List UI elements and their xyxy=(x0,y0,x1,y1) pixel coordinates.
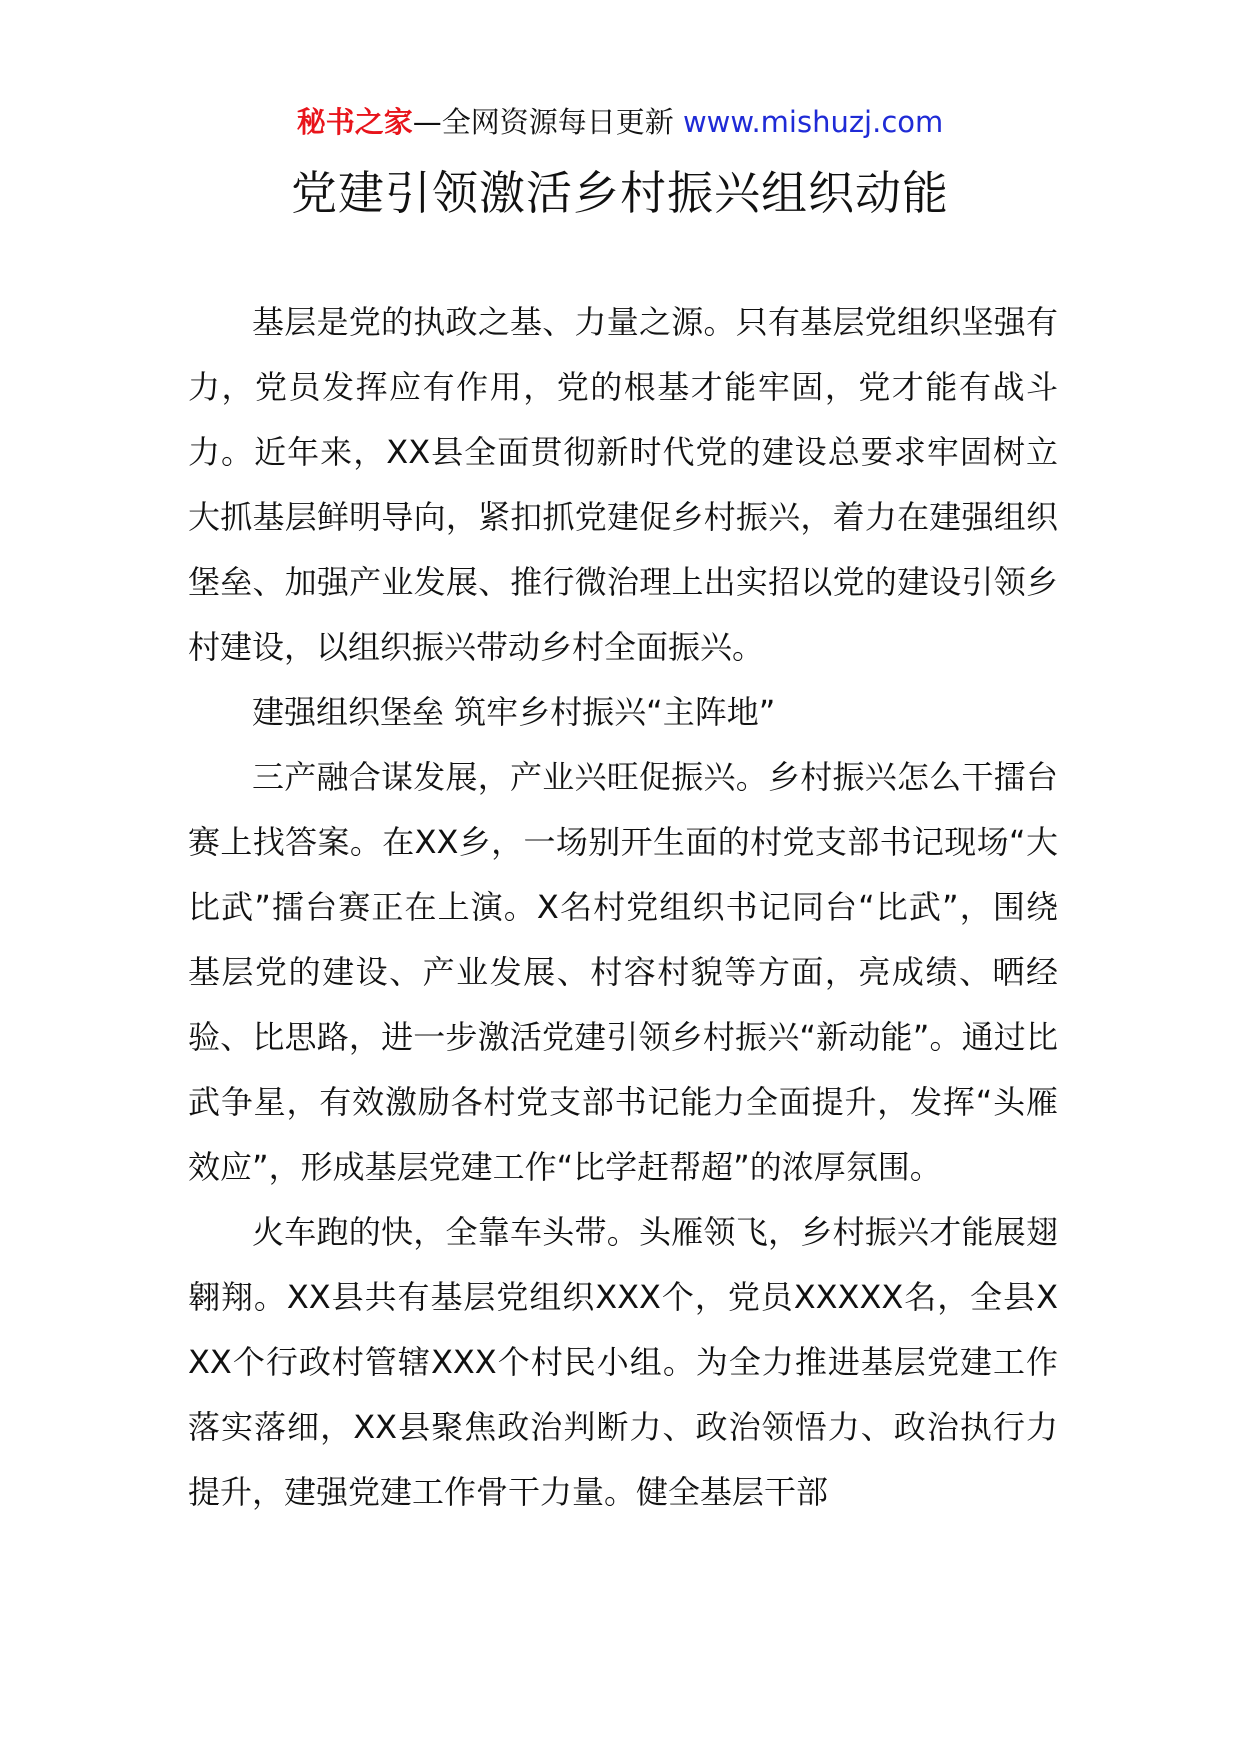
section-heading: 建强组织堡垒 筑牢乡村振兴“主阵地” xyxy=(252,693,776,731)
brand-name: 秘书之家 xyxy=(296,105,413,139)
paragraph-intro: 基层是党的执政之基、力量之源。只有基层党组织坚强有力，党员发挥应有作用，党的根基才能牢固，党才能有战斗力。近年来，XX县全面贯彻新时代党的建设总要求牢固树立大抓基层鲜明导向，紧扣抓党建促乡村振兴，着力在建强组织堡垒、加强产业发展、推行微治理上出实招以党的建设引领乡村建设，以组织振兴带动乡村全面振兴。 xyxy=(188,303,1058,666)
document-title: 党建引领激活乡村振兴组织动能 xyxy=(291,166,949,220)
document-body xyxy=(188,290,1058,1525)
paragraph-competition: 三产融合谋发展，产业兴旺促振兴。乡村振兴怎么干擂台赛上找答案。在XX乡，一场别开生面的村党支部书记现场“大比武”擂台赛正在上演。X名村党组织书记同台“比武”，围绕基层党的建设、产业发展、村容村貌等方面，亮成绩、晒经验、比思路，进一步激活党建引领乡村振兴“新动能”。通过比武争星，有效激励各村党支部书记能力全面提升，发挥“头雁效应”，形成基层党建工作“比学赶帮超”的浓厚氛围。 xyxy=(188,758,1058,1186)
site-url-link[interactable]: www.mishuzj.com xyxy=(682,105,944,139)
header-tagline: —全网资源每日更新 xyxy=(412,105,683,139)
paragraph-leadership: 火车跑的快，全靠车头带。头雁领飞，乡村振兴才能展翅翱翔。XX县共有基层党组织XXX个，党员XXXXX名，全县XXX个行政村管辖XXX个村民小组。为全力推进基层党建工作落实落细，XX县聚焦政治判断力、政治领悟力、政治执行力提升，建强党建工作骨干力量。健全基层干部 xyxy=(188,1213,1058,1511)
site-header xyxy=(0,100,1240,144)
